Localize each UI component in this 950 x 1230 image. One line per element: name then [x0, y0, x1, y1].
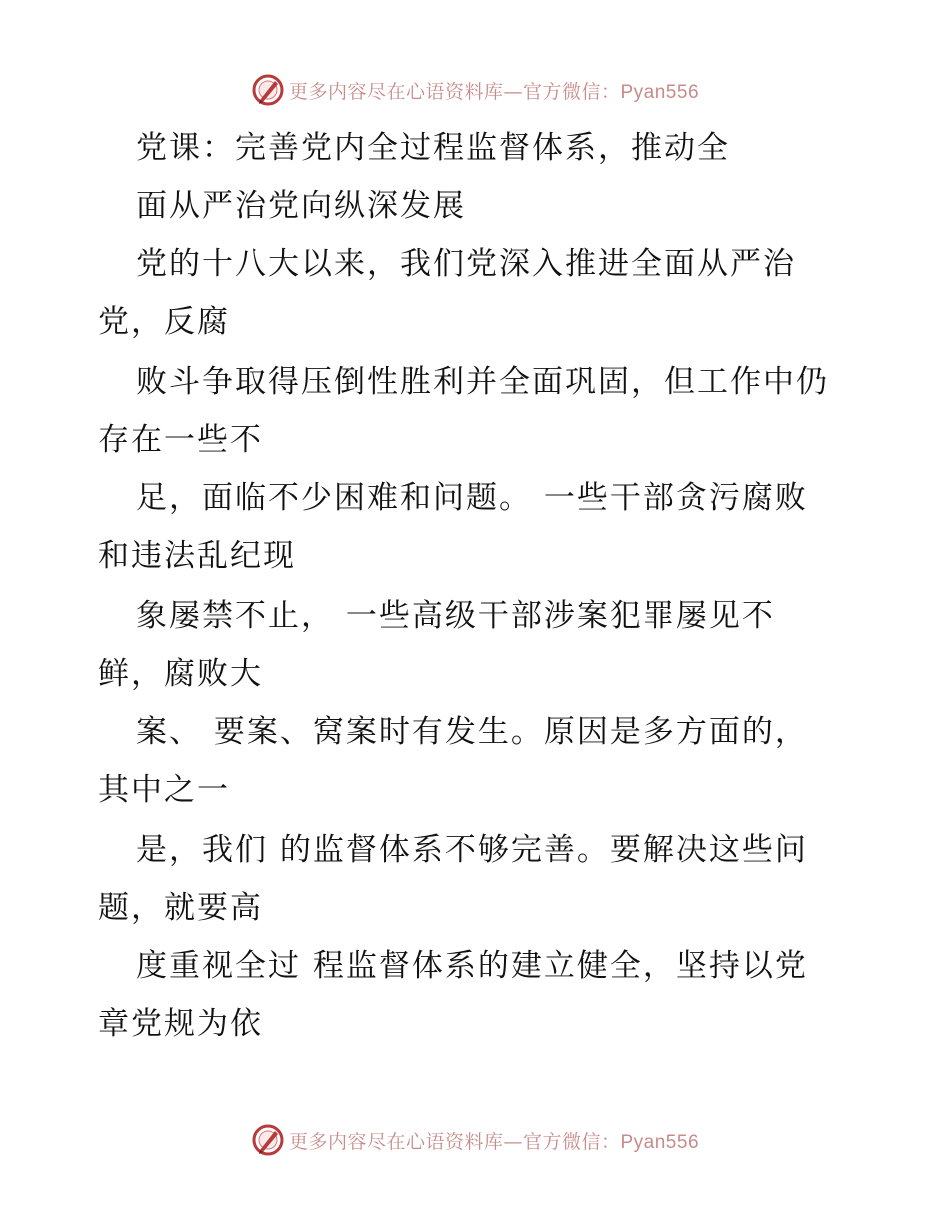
doc-title-line-1: 党课：完善党内全过程监督体系，推动全	[136, 130, 730, 166]
doc-line: 是，我们 的监督体系不够完善。要解决这些问	[136, 832, 808, 868]
footer-banner	[0, 1122, 950, 1158]
doc-line: 党，反腐	[98, 304, 230, 340]
doc-line: 败斗争取得压倒性胜利并全面巩固，但工作中仍	[136, 364, 829, 400]
doc-line: 章党规为依	[98, 1006, 263, 1042]
doc-line: 其中之一	[98, 772, 230, 808]
pen-logo-icon	[251, 1123, 285, 1157]
banner-wechat-id: Pyan556	[620, 1131, 700, 1153]
header-banner	[0, 72, 950, 108]
doc-line: 象屡禁不止， 一些高级干部涉案犯罪屡见不	[136, 598, 775, 634]
doc-line: 鲜，腐败大	[98, 656, 263, 692]
banner-text	[289, 77, 699, 104]
doc-line: 题，就要高	[98, 890, 263, 926]
doc-line: 足，面临不少困难和问题。 一些干部贪污腐败	[136, 480, 808, 516]
banner-text	[289, 1127, 699, 1154]
doc-line: 存在一些不	[98, 422, 263, 458]
doc-line: 度重视全过 程监督体系的建立健全，坚持以党	[136, 948, 808, 984]
doc-title-line-2: 面从严治党向纵深发展	[136, 188, 466, 224]
doc-line: 党的十八大以来，我们党深入推进全面从严治	[136, 246, 796, 282]
banner-text-cn: 更多内容尽在心语资料库—官方微信：	[288, 80, 621, 103]
banner-text-cn: 更多内容尽在心语资料库—官方微信：	[288, 1130, 621, 1153]
doc-line: 案、 要案、窝案时有发生。原因是多方面的，	[136, 714, 808, 750]
banner-wechat-id: Pyan556	[620, 81, 700, 103]
doc-line: 和违法乱纪现	[98, 538, 296, 574]
pen-logo-icon	[251, 73, 285, 107]
